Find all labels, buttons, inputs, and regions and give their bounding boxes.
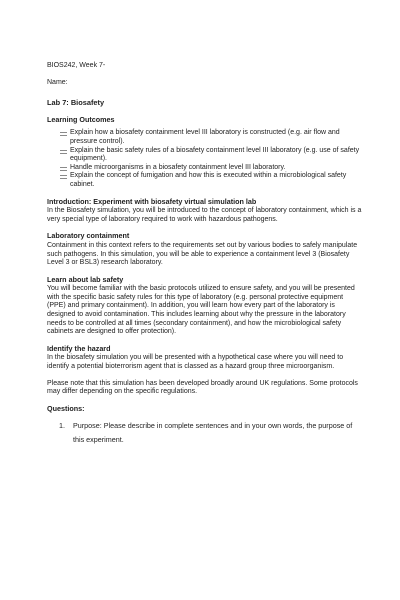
name-label: Name:: [47, 78, 68, 86]
list-item-text: Explain how a biosafety containment level III laboratory is constructed (e.g. air flow and pressure control).: [70, 129, 340, 145]
bullet-icon: [60, 150, 67, 154]
list-item-text: Explain the basic safety rules of a biosafety containment level III laboratory (e.g. use of safety equipment).: [70, 146, 360, 163]
introduction-heading: Introduction: Experiment with biosafety virtual simulation lab: [47, 196, 257, 206]
questions-list: [47, 419, 363, 447]
lab-safety-heading: Learn about lab safety: [47, 274, 124, 284]
regulations-note: Please note that this simulation has been developed broadly around UK regulations. Some protocols may differ depending on the specific regulations.: [47, 379, 358, 396]
lab-safety-body: You will become familiar with the basic protocols utilized to ensure safety, and you will be presented with the specific basic safety rules for this type of laboratory (e.g. personal protective equipment (PPE) and primary containment). In addition, you will learn how every part of the laboratory is designed to avoid contamination. This includes learning about why the pressure in the laboratory needs to be controlled at all times (secondary containment), and how the microbiological safety cabinets are designed to offer protection).: [47, 285, 355, 336]
questions-section: [47, 405, 363, 448]
lab-title: Lab 7: Biosafety: [47, 98, 105, 108]
learning-outcomes-list: [47, 129, 363, 189]
bullet-icon: [60, 167, 67, 171]
introduction-section: [47, 198, 363, 225]
list-item: [60, 172, 363, 189]
questions-heading: Questions:: [47, 403, 85, 413]
hazard-body: In the biosafety simulation you will be presented with a hypothetical case where you will need to identify a potential bioterrorism agent that is classed as a hazard group three microorganism.: [47, 354, 344, 371]
bullet-icon: [60, 132, 67, 136]
question-text: Purpose: Please describe in complete sentences and in your own words, the purpose of this experiment.: [73, 421, 353, 445]
document-body: [47, 62, 363, 447]
hazard-heading: Identify the hazard: [47, 343, 111, 353]
list-item: [60, 147, 363, 164]
hazard-section: [47, 345, 363, 397]
question-item: [47, 419, 363, 447]
learning-outcomes-heading: Learning Outcomes: [47, 114, 115, 124]
list-item-text: Handle microorganisms in a biosafety containment level III laboratory.: [70, 163, 286, 171]
containment-heading: Laboratory containment: [47, 231, 130, 241]
list-item: [60, 129, 363, 146]
list-item: [60, 164, 363, 173]
question-number: 1.: [59, 421, 65, 431]
containment-body: Containment in this context refers to the requirements set out by various bodies to safely manipulate such pathogens. In this simulation, you will be able to experience a containment level 3 (Biosafety Level 3 or BSL3) research laboratory.: [47, 241, 358, 267]
containment-section: [47, 232, 363, 267]
lab-safety-section: [47, 276, 363, 337]
course-header: BIOS242, Week 7-: [47, 62, 106, 69]
introduction-body: In the Biosafety simulation, you will be introduced to the concept of laboratory containment, which is a very special type of laboratory required to work with hazardous pathogens.: [47, 207, 362, 223]
bullet-icon: [60, 175, 67, 179]
learning-outcomes-section: [47, 116, 363, 190]
list-item-text: Explain the concept of fumigation and how this is executed within a microbiological safety cabinet.: [70, 172, 347, 188]
